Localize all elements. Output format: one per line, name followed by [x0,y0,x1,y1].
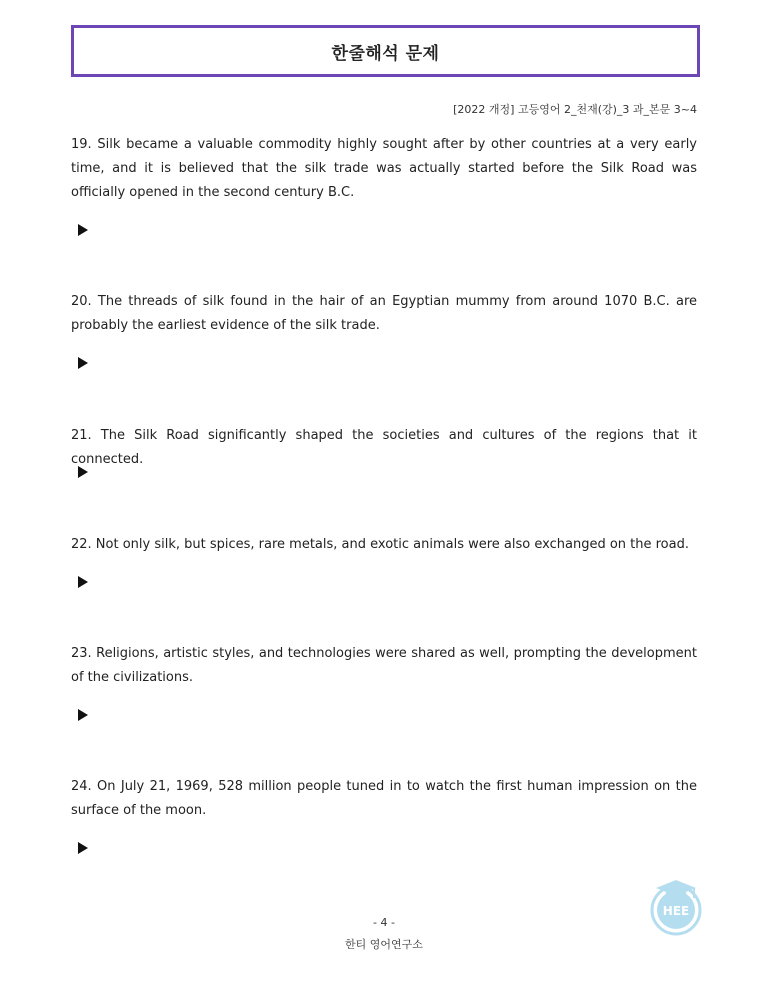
answer-arrow-icon [78,842,88,854]
question-24: 24. On July 21, 1969, 528 million people tuned in to watch the first human impression on the surface of the moon. [71,779,697,818]
question-22: 22. Not only silk, but spices, rare metals, and exotic animals were also exchanged on the road. [71,537,689,552]
logo-text: HEE [662,904,690,918]
title-box [71,25,700,77]
answer-arrow-icon [78,224,88,236]
question-21: 21. The Silk Road significantly shaped the societies and cultures of the regions that it connected. [71,428,697,467]
answer-arrow-icon [78,466,88,478]
page-title: 한줄해석 문제 [331,43,440,64]
answer-arrow-icon [78,709,88,721]
answer-arrow-icon [78,576,88,588]
question-20: 20. The threads of silk found in the hair of an Egyptian mummy from around 1070 B.C. are probably the earliest evidence of the silk trade. [71,294,697,333]
answer-arrow-icon [78,357,88,369]
question-19: 19. Silk became a valuable commodity highly sought after by other countries at a very early time, and it is believed that the silk trade was actually started before the Silk Road was officially opened in the second century B.C. [71,137,697,200]
organization-name: 한티 영어연구소 [345,938,423,951]
question-23: 23. Religions, artistic styles, and technologies were shared as well, prompting the development of the civilizations. [71,646,697,685]
document-subtitle: [2022 개정] 고등영어 2_천재(강)_3 과_본문 3~4 [453,103,697,116]
page-number: - 4 - [373,916,395,929]
